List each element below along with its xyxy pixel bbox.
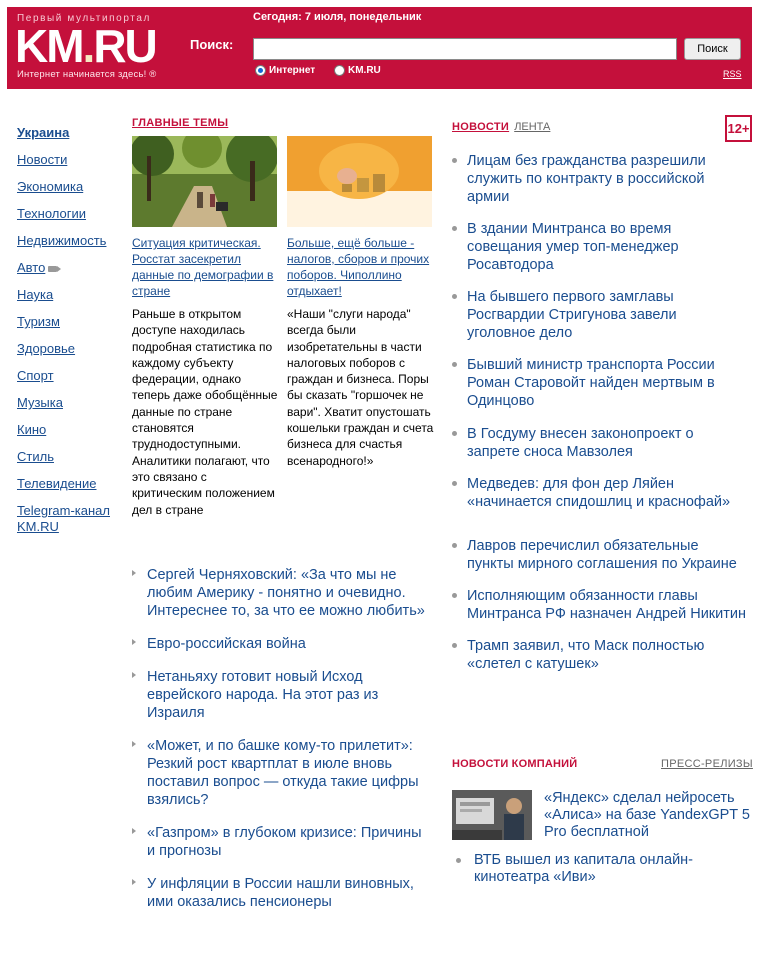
nav-item-health[interactable]: Здоровье	[17, 341, 76, 356]
video-camera-icon	[48, 266, 57, 272]
main-article-item[interactable]: Евро-российская война	[131, 635, 431, 653]
news-item[interactable]: Исполняющим обязанности главы Минтранса РФ назначен Андрей Никитин	[452, 587, 747, 623]
nav-item-auto-label: Авто	[17, 260, 46, 275]
news-section-header	[452, 121, 550, 133]
news-list	[452, 152, 747, 673]
nav-item-cinema[interactable]: Кино	[17, 422, 47, 437]
search-label: Поиск:	[190, 37, 234, 52]
logo-ru: RU	[93, 20, 156, 72]
feed-tab[interactable]: ЛЕНТА	[514, 121, 551, 133]
site-header	[7, 7, 752, 89]
company-news-item-vtb[interactable]: ВТБ вышел из капитала онлайн-кинотеатра «Иви»	[452, 852, 742, 886]
news-item[interactable]: Медведев: для фон дер Ляйен «начинается спидошлиц и краснофай»	[452, 475, 747, 511]
company-news-item-yandex[interactable]: «Яндекс» сделал нейросеть «Алиса» на базе YandexGPT 5 Pro бесплатной	[544, 790, 750, 840]
radio-internet-dot[interactable]	[255, 65, 266, 76]
topic2-title-link[interactable]: Больше, ещё больше - налогов, сборов и прочих поборов. Чиполлино отдыхает!	[287, 236, 430, 298]
main-article-item[interactable]: Сергей Черняховский: «За что мы не любим Америку - понятно и очевидно. Интереснее то, за что ее можно любить»	[131, 566, 431, 620]
news-tab[interactable]: НОВОСТИ	[452, 121, 510, 133]
logo-tagline-top: Первый мультипортал	[17, 13, 151, 24]
logo-km: KM	[15, 20, 83, 72]
radio-internet-label: Интернет	[269, 65, 316, 76]
search-input[interactable]	[253, 38, 677, 60]
nav-item-telegram[interactable]: Telegram-канал KM.RU	[17, 503, 110, 534]
company-news-image[interactable]	[452, 790, 532, 840]
nav-item-realty[interactable]: Недвижимость	[17, 233, 107, 248]
coins-photo	[287, 136, 432, 227]
logo-tagline-bottom: Интернет начинается здесь! ®	[17, 69, 157, 80]
site-logo[interactable]	[15, 20, 156, 72]
nav-item-style[interactable]: Стиль	[17, 449, 54, 464]
topic2-image[interactable]	[287, 136, 432, 227]
news-item[interactable]: В Госдуму внесен законопроект о запрете сноса Мавзолея	[452, 425, 747, 461]
today-date: Сегодня: 7 июля, понедельник	[253, 11, 422, 23]
nav-item-science[interactable]: Наука	[17, 287, 54, 302]
nav-item-auto[interactable]	[17, 260, 125, 276]
main-article-item[interactable]: У инфляции в России нашли виновных, ими оказались пенсионеры	[131, 875, 431, 911]
news-item[interactable]: На бывшего первого замглавы Росгвардии Стригунова завели уголовное дело	[452, 288, 747, 342]
news-item[interactable]: Трамп заявил, что Маск полностью «слетел с катушек»	[452, 637, 747, 673]
nav-item-sport[interactable]: Спорт	[17, 368, 54, 383]
topic1-summary: Раньше в открытом доступе находилась подробная статистика по каждому субъекту федерации, однако теперь даже обобщённые данные по стране становятся труднодоступными. Аналитики полагают, что это связано с критическим положением дел в стране	[132, 307, 278, 517]
main-articles-list	[131, 566, 431, 926]
office-photo	[452, 790, 532, 840]
radio-internet[interactable]	[255, 65, 315, 76]
rss-link[interactable]: RSS	[723, 69, 742, 79]
nav-item-economy[interactable]: Экономика	[17, 179, 84, 194]
nav-item-news[interactable]: Новости	[17, 152, 68, 167]
main-article-item[interactable]: «Может, и по башке кому-то прилетит»: Резкий рост квартплат в июле вновь поставил вопрос — откуда такие цифры взялись?	[131, 737, 431, 809]
main-topics-title[interactable]: ГЛАВНЫЕ ТЕМЫ	[132, 117, 229, 129]
nav-item-ukraine[interactable]: Украина	[17, 125, 70, 140]
news-item[interactable]: Лавров перечислил обязательные пункты мирного соглашения по Украине	[452, 537, 747, 573]
sidebar-nav	[17, 125, 125, 546]
radio-site[interactable]	[334, 65, 381, 76]
search-button[interactable]: Поиск	[684, 38, 741, 60]
logo-dot: .	[82, 20, 94, 72]
news-item[interactable]: Бывший министр транспорта России Роман Старовойт найден мертвым в Одинцово	[452, 356, 747, 410]
nav-item-tv[interactable]: Телевидение	[17, 476, 97, 491]
nav-item-music[interactable]: Музыка	[17, 395, 63, 410]
age-rating-badge: 12+	[725, 115, 752, 142]
radio-site-dot[interactable]	[334, 65, 345, 76]
nav-item-technology[interactable]: Технологии	[17, 206, 87, 221]
radio-site-label: KM.RU	[348, 65, 381, 76]
topic2-summary: «Наши "слуги народа" всегда были изобретательны в части налоговых поборов с граждан и бизнеса. Поры бы сказать "горшочек не вари". Хватит опустошать кошельки граждан и счета бизнеса для счастья всенародного!»	[287, 307, 434, 468]
topic1-title-link[interactable]: Ситуация критическая. Росстат засекретил данные по демографии в стране	[132, 236, 274, 298]
park-photo	[132, 136, 277, 227]
topic1-image[interactable]	[132, 136, 277, 227]
news-item[interactable]: В здании Минтранса во время совещания умер топ-менеджер Росавтодора	[452, 220, 747, 274]
main-article-item[interactable]: «Газпром» в глубоком кризисе: Причины и прогнозы	[131, 824, 431, 860]
main-article-item[interactable]: Нетаньяху готовит новый Исход еврейского народа. На этот раз из Израиля	[131, 668, 431, 722]
news-item[interactable]: Лицам без гражданства разрешили служить по контракту в российской армии	[452, 152, 747, 206]
nav-item-tourism[interactable]: Туризм	[17, 314, 60, 329]
press-releases-link[interactable]: ПРЕСС-РЕЛИЗЫ	[661, 758, 753, 770]
company-news-title[interactable]: НОВОСТИ КОМПАНИЙ	[452, 758, 578, 770]
